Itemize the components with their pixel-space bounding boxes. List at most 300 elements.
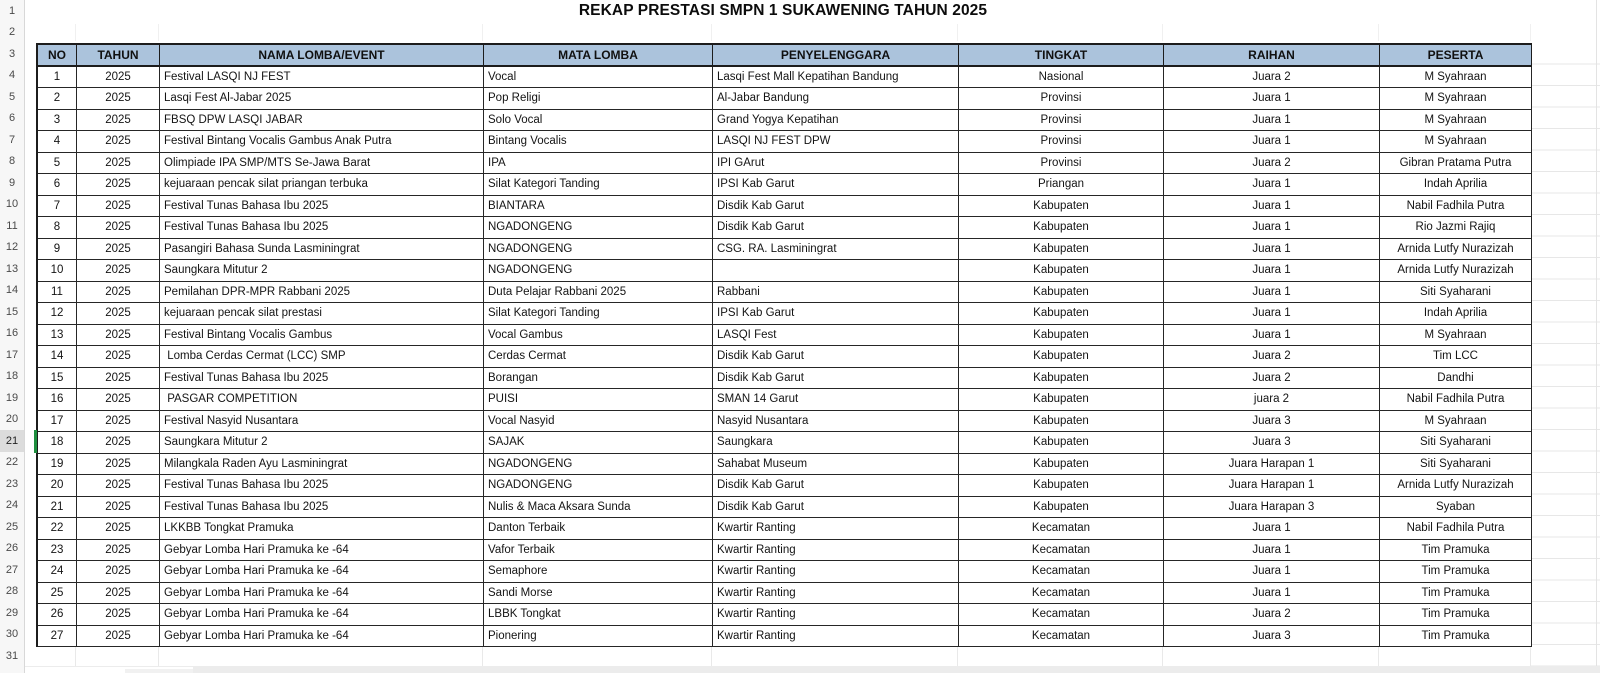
right-edge-gridline xyxy=(1596,0,1597,666)
cell-nama-lomba[interactable]: Pasangiri Bahasa Sunda Lasminingrat xyxy=(160,239,484,261)
cell-nama-lomba[interactable]: Festival Tunas Bahasa Ibu 2025 xyxy=(160,196,484,218)
cell-mata-lomba[interactable]: SAJAK xyxy=(484,432,713,454)
cell-tingkat[interactable]: Kabupaten xyxy=(959,217,1164,239)
row-header-7[interactable]: 7 xyxy=(8,133,16,146)
cell-mata-lomba[interactable]: Vocal Gambus xyxy=(484,325,713,347)
row-header-16[interactable]: 16 xyxy=(5,327,19,340)
cell-raihan[interactable]: Juara 1 xyxy=(1164,260,1380,282)
cell-peserta[interactable]: Tim Pramuka xyxy=(1380,604,1532,626)
row-header-19[interactable]: 19 xyxy=(5,391,19,404)
cell-mata-lomba[interactable]: Bintang Vocalis xyxy=(484,131,713,153)
cell-raihan[interactable]: Juara 1 xyxy=(1164,110,1380,132)
cell-mata-lomba[interactable]: NGADONGENG xyxy=(484,217,713,239)
cell-mata-lomba[interactable]: Cerdas Cermat xyxy=(484,346,713,368)
cell-peserta[interactable]: M Syahraan xyxy=(1380,88,1532,110)
cell-tingkat[interactable]: Kecamatan xyxy=(959,583,1164,605)
cell-peserta[interactable]: Arnida Lutfy Nurazizah xyxy=(1380,239,1532,261)
cell-penyelenggara[interactable]: Saungkara xyxy=(713,432,959,454)
cell-no[interactable]: 12 xyxy=(38,303,77,325)
cell-penyelenggara[interactable]: Kwartir Ranting xyxy=(713,604,959,626)
row-header-11[interactable]: 11 xyxy=(6,219,18,232)
cell-peserta[interactable]: Siti Syaharani xyxy=(1380,454,1532,476)
cell-tingkat[interactable]: Kabupaten xyxy=(959,282,1164,304)
column-header-tingkat[interactable]: TINGKAT xyxy=(959,45,1164,67)
bottom-strip-left xyxy=(125,669,193,673)
cell-mata-lomba[interactable]: NGADONGENG xyxy=(484,475,713,497)
cell-tahun[interactable]: 2025 xyxy=(77,604,160,626)
column-header-nama-lomba[interactable]: NAMA LOMBA/EVENT xyxy=(160,45,484,67)
table-row xyxy=(38,217,1532,239)
cell-penyelenggara[interactable]: Disdik Kab Garut xyxy=(713,346,959,368)
table-row xyxy=(38,325,1532,347)
faint-gridline xyxy=(482,24,483,41)
cell-nama-lomba[interactable]: Festival Nasyid Nusantara xyxy=(160,411,484,433)
table-row xyxy=(38,131,1532,153)
cell-nama-lomba[interactable]: Festival Tunas Bahasa Ibu 2025 xyxy=(160,217,484,239)
cell-nama-lomba[interactable]: Milangkala Raden Ayu Lasminingrat xyxy=(160,454,484,476)
cell-penyelenggara[interactable] xyxy=(713,260,959,282)
faint-gridline xyxy=(957,24,958,41)
cell-tingkat[interactable]: Kabupaten xyxy=(959,239,1164,261)
cell-raihan[interactable]: Juara 1 xyxy=(1164,282,1380,304)
cell-no[interactable]: 22 xyxy=(38,518,77,540)
cell-peserta[interactable]: Tim Pramuka xyxy=(1380,561,1532,583)
cell-penyelenggara[interactable]: LASQI Fest xyxy=(713,325,959,347)
cell-peserta[interactable]: Gibran Pratama Putra xyxy=(1380,153,1532,175)
cell-mata-lomba[interactable]: Borangan xyxy=(484,368,713,390)
cell-no[interactable]: 21 xyxy=(38,497,77,519)
cell-tahun[interactable]: 2025 xyxy=(77,389,160,411)
cell-tingkat[interactable]: Priangan xyxy=(959,174,1164,196)
cell-nama-lomba[interactable]: PASGAR COMPETITION xyxy=(160,389,484,411)
cell-raihan[interactable]: Juara 1 xyxy=(1164,131,1380,153)
cell-raihan[interactable]: Juara 2 xyxy=(1164,67,1380,89)
active-cell-indicator xyxy=(34,430,37,453)
cell-nama-lomba[interactable]: Festival Tunas Bahasa Ibu 2025 xyxy=(160,475,484,497)
cell-tahun[interactable]: 2025 xyxy=(77,346,160,368)
cell-nama-lomba[interactable]: Festival LASQI NJ FEST xyxy=(160,67,484,89)
cell-mata-lomba[interactable]: Silat Kategori Tanding xyxy=(484,174,713,196)
cell-tahun[interactable]: 2025 xyxy=(77,88,160,110)
row-header-3[interactable]: 3 xyxy=(8,47,16,60)
cell-mata-lomba[interactable]: Silat Kategori Tanding xyxy=(484,303,713,325)
cell-tingkat[interactable]: Nasional xyxy=(959,67,1164,89)
cell-mata-lomba[interactable]: NGADONGENG xyxy=(484,239,713,261)
cell-no[interactable]: 16 xyxy=(38,389,77,411)
cell-penyelenggara[interactable]: IPSI Kab Garut xyxy=(713,303,959,325)
cell-peserta[interactable]: Syaban xyxy=(1380,497,1532,519)
cell-nama-lomba[interactable]: Gebyar Lomba Hari Pramuka ke -64 xyxy=(160,626,484,648)
cell-peserta[interactable]: Rio Jazmi Rajiq xyxy=(1380,217,1532,239)
row-header-2[interactable]: 2 xyxy=(8,26,16,39)
cell-no[interactable]: 9 xyxy=(38,239,77,261)
row-header-31[interactable]: 31 xyxy=(5,649,19,662)
faint-gridline xyxy=(75,645,76,667)
cell-tahun[interactable]: 2025 xyxy=(77,497,160,519)
cell-nama-lomba[interactable]: LKKBB Tongkat Pramuka xyxy=(160,518,484,540)
cell-no[interactable]: 13 xyxy=(38,325,77,347)
cell-penyelenggara[interactable]: Kwartir Ranting xyxy=(713,561,959,583)
cell-no[interactable]: 18 xyxy=(38,432,77,454)
cell-penyelenggara[interactable]: Kwartir Ranting xyxy=(713,583,959,605)
table-row xyxy=(38,88,1532,110)
cell-nama-lomba[interactable]: Gebyar Lomba Hari Pramuka ke -64 xyxy=(160,540,484,562)
column-header-peserta[interactable]: PESERTA xyxy=(1380,45,1532,67)
table-row xyxy=(38,174,1532,196)
cell-peserta[interactable]: Arnida Lutfy Nurazizah xyxy=(1380,475,1532,497)
cell-penyelenggara[interactable]: Disdik Kab Garut xyxy=(713,368,959,390)
cell-mata-lomba[interactable]: Vocal xyxy=(484,67,713,89)
table-row xyxy=(38,432,1532,454)
cell-mata-lomba[interactable]: Nulis & Maca Aksara Sunda xyxy=(484,497,713,519)
cell-tingkat[interactable]: Kabupaten xyxy=(959,389,1164,411)
empty-right-column-gridlines xyxy=(1531,43,1600,666)
cell-tahun[interactable]: 2025 xyxy=(77,411,160,433)
cell-raihan[interactable]: Juara 1 xyxy=(1164,303,1380,325)
row-header-28[interactable]: 28 xyxy=(5,585,19,598)
faint-gridline xyxy=(1162,24,1163,41)
cell-raihan[interactable]: Juara 3 xyxy=(1164,626,1380,648)
table-row xyxy=(38,67,1532,89)
cell-peserta[interactable]: M Syahraan xyxy=(1380,131,1532,153)
cell-no[interactable]: 7 xyxy=(38,196,77,218)
cell-peserta[interactable]: Nabil Fadhila Putra xyxy=(1380,518,1532,540)
cell-raihan[interactable]: Juara 1 xyxy=(1164,561,1380,583)
cell-nama-lomba[interactable]: Gebyar Lomba Hari Pramuka ke -64 xyxy=(160,583,484,605)
cell-raihan[interactable]: Juara 1 xyxy=(1164,217,1380,239)
faint-gridline xyxy=(1378,24,1379,41)
cell-nama-lomba[interactable]: Pemilahan DPR-MPR Rabbani 2025 xyxy=(160,282,484,304)
column-header-no[interactable]: NO xyxy=(38,45,77,67)
row-header-21[interactable]: 21 xyxy=(0,430,24,452)
cell-tahun[interactable]: 2025 xyxy=(77,432,160,454)
table-row xyxy=(38,411,1532,433)
cell-tingkat[interactable]: Kabupaten xyxy=(959,196,1164,218)
cell-nama-lomba[interactable]: Gebyar Lomba Hari Pramuka ke -64 xyxy=(160,604,484,626)
cell-raihan[interactable]: Juara Harapan 3 xyxy=(1164,497,1380,519)
cell-no[interactable]: 3 xyxy=(38,110,77,132)
table-header-row xyxy=(38,45,1532,67)
cell-tahun[interactable]: 2025 xyxy=(77,325,160,347)
sheet-title-cell[interactable]: REKAP PRESTASI SMPN 1 SUKAWENING TAHUN 2025 xyxy=(578,1,988,19)
cell-nama-lomba[interactable]: kejuaraan pencak silat priangan terbuka xyxy=(160,174,484,196)
cell-raihan[interactable]: Juara Harapan 1 xyxy=(1164,454,1380,476)
table-row xyxy=(38,110,1532,132)
cell-no[interactable]: 10 xyxy=(38,260,77,282)
row-header-20[interactable]: 20 xyxy=(5,413,19,426)
cell-raihan[interactable]: Juara 1 xyxy=(1164,174,1380,196)
row-header-23[interactable]: 23 xyxy=(5,477,19,490)
cell-peserta[interactable]: Indah Aprilia xyxy=(1380,174,1532,196)
cell-peserta[interactable]: M Syahraan xyxy=(1380,67,1532,89)
cell-penyelenggara[interactable]: Al-Jabar Bandung xyxy=(713,88,959,110)
cell-tingkat[interactable]: Kabupaten xyxy=(959,325,1164,347)
cell-nama-lomba[interactable]: Festival Bintang Vocalis Gambus xyxy=(160,325,484,347)
row-header-5[interactable]: 5 xyxy=(8,90,16,103)
cell-tahun[interactable]: 2025 xyxy=(77,282,160,304)
cell-nama-lomba[interactable]: kejuaraan pencak silat prestasi xyxy=(160,303,484,325)
cell-penyelenggara[interactable]: IPSI Kab Garut xyxy=(713,174,959,196)
cell-mata-lomba[interactable]: Solo Vocal xyxy=(484,110,713,132)
cell-mata-lomba[interactable]: Semaphore xyxy=(484,561,713,583)
table-row xyxy=(38,346,1532,368)
cell-tingkat[interactable]: Kabupaten xyxy=(959,260,1164,282)
row-header-4[interactable]: 4 xyxy=(8,69,16,82)
row-header-14[interactable]: 14 xyxy=(5,284,19,297)
row-header-8[interactable]: 8 xyxy=(8,155,16,168)
table-row xyxy=(38,518,1532,540)
cell-penyelenggara[interactable]: Disdik Kab Garut xyxy=(713,217,959,239)
cell-no[interactable]: 14 xyxy=(38,346,77,368)
cell-raihan[interactable]: Juara 1 xyxy=(1164,325,1380,347)
cell-no[interactable]: 19 xyxy=(38,454,77,476)
cell-raihan[interactable]: Juara 2 xyxy=(1164,368,1380,390)
row-header-30[interactable]: 30 xyxy=(5,628,19,641)
cell-raihan[interactable]: juara 2 xyxy=(1164,389,1380,411)
cell-mata-lomba[interactable]: Pop Religi xyxy=(484,88,713,110)
cell-mata-lomba[interactable]: BIANTARA xyxy=(484,196,713,218)
row-header-12[interactable]: 12 xyxy=(5,241,19,254)
cell-no[interactable]: 1 xyxy=(38,67,77,89)
cell-raihan[interactable]: Juara 1 xyxy=(1164,583,1380,605)
row-header-6[interactable]: 6 xyxy=(8,112,16,125)
cell-tingkat[interactable]: Kecamatan xyxy=(959,626,1164,648)
cell-nama-lomba[interactable]: Saungkara Mitutur 2 xyxy=(160,260,484,282)
cell-no[interactable]: 8 xyxy=(38,217,77,239)
row-header-22[interactable]: 22 xyxy=(5,456,19,469)
cell-no[interactable]: 2 xyxy=(38,88,77,110)
cell-peserta[interactable]: M Syahraan xyxy=(1380,110,1532,132)
cell-nama-lomba[interactable]: Gebyar Lomba Hari Pramuka ke -64 xyxy=(160,561,484,583)
bottom-strip xyxy=(193,667,1600,673)
cell-peserta[interactable]: Nabil Fadhila Putra xyxy=(1380,196,1532,218)
cell-tahun[interactable]: 2025 xyxy=(77,110,160,132)
column-header-mata-lomba[interactable]: MATA LOMBA xyxy=(484,45,713,67)
cell-penyelenggara[interactable]: Grand Yogya Kepatihan xyxy=(713,110,959,132)
cell-peserta[interactable]: Nabil Fadhila Putra xyxy=(1380,389,1532,411)
cell-mata-lomba[interactable]: NGADONGENG xyxy=(484,454,713,476)
cell-mata-lomba[interactable]: NGADONGENG xyxy=(484,260,713,282)
column-header-penyelenggara[interactable]: PENYELENGGARA xyxy=(713,45,959,67)
cell-tahun[interactable]: 2025 xyxy=(77,540,160,562)
table-row xyxy=(38,260,1532,282)
cell-nama-lomba[interactable]: Festival Tunas Bahasa Ibu 2025 xyxy=(160,368,484,390)
row-header-9[interactable]: 9 xyxy=(8,176,16,189)
cell-tingkat[interactable]: Kabupaten xyxy=(959,411,1164,433)
cell-penyelenggara[interactable]: Sahabat Museum xyxy=(713,454,959,476)
cell-mata-lomba[interactable]: Vocal Nasyid xyxy=(484,411,713,433)
faint-gridline xyxy=(158,645,159,667)
cell-mata-lomba[interactable]: Vafor Terbaik xyxy=(484,540,713,562)
cell-raihan[interactable]: Juara 1 xyxy=(1164,196,1380,218)
cell-peserta[interactable]: M Syahraan xyxy=(1380,325,1532,347)
cell-tingkat[interactable]: Kabupaten xyxy=(959,432,1164,454)
table-row xyxy=(38,303,1532,325)
cell-tahun[interactable]: 2025 xyxy=(77,174,160,196)
cell-raihan[interactable]: Juara 2 xyxy=(1164,153,1380,175)
prestasi-table xyxy=(36,43,1532,647)
cell-mata-lomba[interactable]: Duta Pelajar Rabbani 2025 xyxy=(484,282,713,304)
faint-gridline xyxy=(158,24,159,41)
cell-peserta[interactable]: Siti Syaharani xyxy=(1380,282,1532,304)
cell-tahun[interactable]: 2025 xyxy=(77,303,160,325)
cell-tingkat[interactable]: Provinsi xyxy=(959,88,1164,110)
faint-gridline xyxy=(1530,24,1531,41)
row-header-24[interactable]: 24 xyxy=(5,499,19,512)
cell-tahun[interactable]: 2025 xyxy=(77,217,160,239)
cell-tahun[interactable]: 2025 xyxy=(77,454,160,476)
cell-tahun[interactable]: 2025 xyxy=(77,131,160,153)
cell-no[interactable]: 5 xyxy=(38,153,77,175)
cell-tahun[interactable]: 2025 xyxy=(77,239,160,261)
cell-peserta[interactable]: Dandhi xyxy=(1380,368,1532,390)
cell-raihan[interactable]: Juara 2 xyxy=(1164,604,1380,626)
cell-tahun[interactable]: 2025 xyxy=(77,626,160,648)
cell-tingkat[interactable]: Kecamatan xyxy=(959,604,1164,626)
cell-penyelenggara[interactable]: Disdik Kab Garut xyxy=(713,196,959,218)
table-row xyxy=(38,153,1532,175)
cell-raihan[interactable]: Juara Harapan 1 xyxy=(1164,475,1380,497)
cell-no[interactable]: 24 xyxy=(38,561,77,583)
cell-penyelenggara[interactable]: Kwartir Ranting xyxy=(713,540,959,562)
row-header-13[interactable]: 13 xyxy=(5,262,19,275)
cell-no[interactable]: 11 xyxy=(38,282,77,304)
cell-peserta[interactable]: Siti Syaharani xyxy=(1380,432,1532,454)
cell-no[interactable]: 25 xyxy=(38,583,77,605)
table-row xyxy=(38,196,1532,218)
cell-nama-lomba[interactable]: Festival Tunas Bahasa Ibu 2025 xyxy=(160,497,484,519)
cell-tingkat[interactable]: Kabupaten xyxy=(959,454,1164,476)
cell-tingkat[interactable]: Kecamatan xyxy=(959,561,1164,583)
cell-tahun[interactable]: 2025 xyxy=(77,260,160,282)
cell-nama-lomba[interactable]: Festival Bintang Vocalis Gambus Anak Putra xyxy=(160,131,484,153)
table-row xyxy=(38,389,1532,411)
cell-penyelenggara[interactable]: LASQI NJ FEST DPW xyxy=(713,131,959,153)
cell-no[interactable]: 6 xyxy=(38,174,77,196)
faint-gridline xyxy=(75,24,76,41)
cell-tingkat[interactable]: Kecamatan xyxy=(959,518,1164,540)
cell-no[interactable]: 17 xyxy=(38,411,77,433)
table-row xyxy=(38,540,1532,562)
cell-mata-lomba[interactable]: Danton Terbaik xyxy=(484,518,713,540)
cell-raihan[interactable]: Juara 3 xyxy=(1164,411,1380,433)
cell-mata-lomba[interactable]: Sandi Morse xyxy=(484,583,713,605)
faint-gridline xyxy=(1530,645,1531,667)
cell-penyelenggara[interactable]: Kwartir Ranting xyxy=(713,626,959,648)
cell-tingkat[interactable]: Kabupaten xyxy=(959,346,1164,368)
column-header-tahun[interactable]: TAHUN xyxy=(77,45,160,67)
table-row xyxy=(38,368,1532,390)
cell-mata-lomba[interactable]: IPA xyxy=(484,153,713,175)
cell-raihan[interactable]: Juara 1 xyxy=(1164,88,1380,110)
cell-nama-lomba[interactable]: Olimpiade IPA SMP/MTS Se-Jawa Barat xyxy=(160,153,484,175)
row-header-10[interactable]: 10 xyxy=(5,198,19,211)
cell-no[interactable]: 26 xyxy=(38,604,77,626)
cell-no[interactable]: 27 xyxy=(38,626,77,648)
cell-penyelenggara[interactable]: IPI GArut xyxy=(713,153,959,175)
cell-mata-lomba[interactable]: Pionering xyxy=(484,626,713,648)
table-row xyxy=(38,497,1532,519)
cell-tahun[interactable]: 2025 xyxy=(77,561,160,583)
cell-tingkat[interactable]: Kabupaten xyxy=(959,368,1164,390)
table-row xyxy=(38,583,1532,605)
cell-tahun[interactable]: 2025 xyxy=(77,368,160,390)
cell-tingkat[interactable]: Kabupaten xyxy=(959,303,1164,325)
cell-tingkat[interactable]: Provinsi xyxy=(959,110,1164,132)
table-row xyxy=(38,604,1532,626)
cell-nama-lomba[interactable]: Saungkara Mitutur 2 xyxy=(160,432,484,454)
cell-penyelenggara[interactable]: Disdik Kab Garut xyxy=(713,497,959,519)
cell-tahun[interactable]: 2025 xyxy=(77,67,160,89)
cell-raihan[interactable]: Juara 3 xyxy=(1164,432,1380,454)
row-header-18[interactable]: 18 xyxy=(5,370,19,383)
cell-tingkat[interactable]: Kabupaten xyxy=(959,497,1164,519)
table-row xyxy=(38,282,1532,304)
cell-nama-lomba[interactable]: Lasqi Fest Al-Jabar 2025 xyxy=(160,88,484,110)
cell-no[interactable]: 23 xyxy=(38,540,77,562)
row-header-26[interactable]: 26 xyxy=(5,542,19,555)
cell-mata-lomba[interactable]: LBBK Tongkat xyxy=(484,604,713,626)
cell-tingkat[interactable]: Kecamatan xyxy=(959,540,1164,562)
cell-peserta[interactable]: Indah Aprilia xyxy=(1380,303,1532,325)
table-row xyxy=(38,239,1532,261)
cell-tahun[interactable]: 2025 xyxy=(77,518,160,540)
cell-peserta[interactable]: M Syahraan xyxy=(1380,411,1532,433)
table-row xyxy=(38,475,1532,497)
cell-tahun[interactable]: 2025 xyxy=(77,475,160,497)
cell-nama-lomba[interactable]: Lomba Cerdas Cermat (LCC) SMP xyxy=(160,346,484,368)
cell-raihan[interactable]: Juara 1 xyxy=(1164,518,1380,540)
cell-peserta[interactable]: Tim Pramuka xyxy=(1380,626,1532,648)
row-header-1[interactable]: 1 xyxy=(8,4,16,17)
cell-tahun[interactable]: 2025 xyxy=(77,153,160,175)
cell-penyelenggara[interactable]: Kwartir Ranting xyxy=(713,518,959,540)
cell-penyelenggara[interactable]: Rabbani xyxy=(713,282,959,304)
cell-penyelenggara[interactable]: SMAN 14 Garut xyxy=(713,389,959,411)
cell-no[interactable]: 15 xyxy=(38,368,77,390)
cell-penyelenggara[interactable]: Nasyid Nusantara xyxy=(713,411,959,433)
cell-raihan[interactable]: Juara 1 xyxy=(1164,239,1380,261)
faint-gridline xyxy=(1162,645,1163,667)
row-header-27[interactable]: 27 xyxy=(5,563,19,576)
cell-tingkat[interactable]: Kabupaten xyxy=(959,475,1164,497)
cell-nama-lomba[interactable]: FBSQ DPW LASQI JABAR xyxy=(160,110,484,132)
cell-peserta[interactable]: Arnida Lutfy Nurazizah xyxy=(1380,260,1532,282)
column-header-raihan[interactable]: RAIHAN xyxy=(1164,45,1380,67)
cell-penyelenggara[interactable]: Lasqi Fest Mall Kepatihan Bandung xyxy=(713,67,959,89)
cell-peserta[interactable]: Tim LCC xyxy=(1380,346,1532,368)
cell-tingkat[interactable]: Provinsi xyxy=(959,153,1164,175)
row-header-25[interactable]: 25 xyxy=(5,520,19,533)
cell-tahun[interactable]: 2025 xyxy=(77,583,160,605)
cell-no[interactable]: 20 xyxy=(38,475,77,497)
cell-raihan[interactable]: Juara 1 xyxy=(1164,540,1380,562)
row-header-29[interactable]: 29 xyxy=(5,606,19,619)
cell-mata-lomba[interactable]: PUISI xyxy=(484,389,713,411)
cell-tingkat[interactable]: Provinsi xyxy=(959,131,1164,153)
faint-gridline xyxy=(482,645,483,667)
cell-penyelenggara[interactable]: Disdik Kab Garut xyxy=(713,475,959,497)
cell-no[interactable]: 4 xyxy=(38,131,77,153)
cell-tahun[interactable]: 2025 xyxy=(77,196,160,218)
cell-peserta[interactable]: Tim Pramuka xyxy=(1380,583,1532,605)
cell-penyelenggara[interactable]: CSG. RA. Lasminingrat xyxy=(713,239,959,261)
cell-peserta[interactable]: Tim Pramuka xyxy=(1380,540,1532,562)
row-header-17[interactable]: 17 xyxy=(5,348,19,361)
cell-raihan[interactable]: Juara 2 xyxy=(1164,346,1380,368)
row-header-15[interactable]: 15 xyxy=(5,305,19,318)
table-row xyxy=(38,454,1532,476)
